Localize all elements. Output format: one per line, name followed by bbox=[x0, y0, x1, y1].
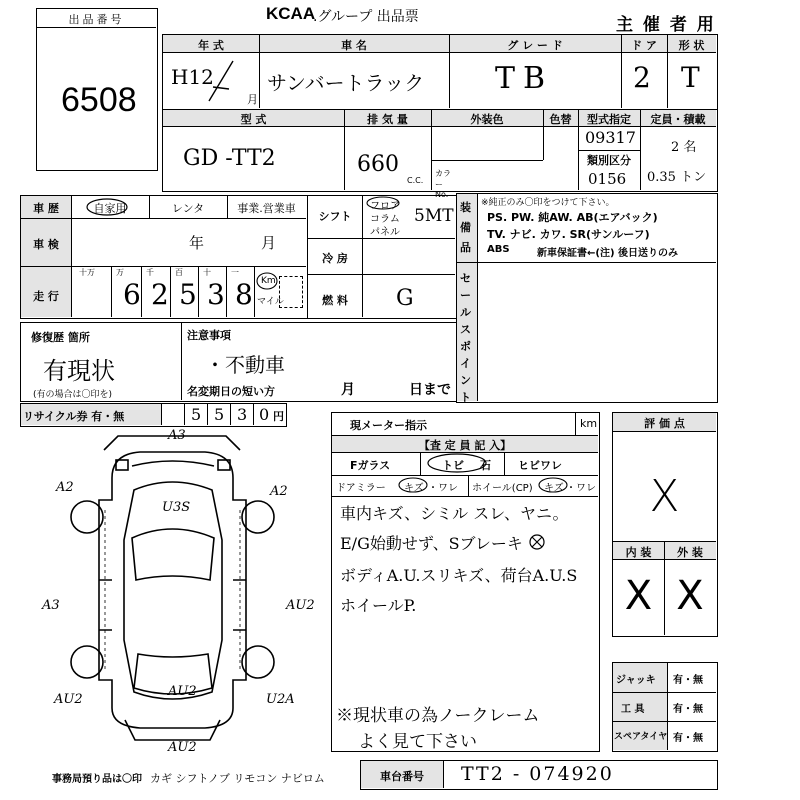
capacity-load: 0.35 トン bbox=[647, 170, 707, 185]
inspector-block bbox=[331, 412, 600, 752]
mileage-digit: 6 bbox=[123, 278, 141, 311]
year-label: 年 式 bbox=[198, 39, 224, 52]
exterior-color-label: 外装色 bbox=[470, 113, 504, 126]
history-circle-mark bbox=[85, 197, 129, 217]
chassis-label: 車台番号 bbox=[380, 770, 424, 783]
office-note: 事務局預り品は〇印 bbox=[52, 774, 142, 785]
mark-center: U3S bbox=[162, 500, 191, 515]
inspection-label: 車 検 bbox=[33, 238, 59, 251]
mark-au2-center: AU2 bbox=[168, 684, 197, 699]
name-change-day: 日まで bbox=[409, 382, 451, 398]
door-label: ド ア bbox=[631, 39, 657, 52]
inspection-month: 月 bbox=[261, 234, 277, 252]
fuel-label: 燃 料 bbox=[322, 294, 348, 307]
capacity-label: 定員・積載 bbox=[650, 113, 706, 126]
color-change-label: 色替 bbox=[549, 113, 572, 126]
model-value: GD -TT2 bbox=[183, 146, 276, 171]
mark-a2-right: A2 bbox=[270, 484, 288, 499]
vehicle-row-1 bbox=[162, 34, 718, 110]
header-title: .グループ 出品票 bbox=[313, 9, 419, 25]
kizu-2-circle-mark bbox=[538, 477, 568, 493]
car-diagram bbox=[0, 430, 300, 750]
fuel-value: G bbox=[396, 286, 414, 311]
recycle-digit: 5 bbox=[214, 405, 225, 424]
shift-floor: フロア bbox=[370, 201, 400, 212]
kizu-1-circle-mark bbox=[398, 477, 428, 493]
recycle-label: リサイクル券 有・無 bbox=[23, 410, 125, 423]
accessory-label: スペアタイヤ bbox=[614, 732, 668, 742]
exterior-value: X bbox=[676, 573, 704, 619]
mileage-mile: マイル bbox=[257, 297, 284, 307]
chassis-value: TT2 - 074920 bbox=[461, 763, 614, 785]
door-value: 2 bbox=[633, 61, 651, 94]
repair-note: (有の場合は〇印を) bbox=[33, 390, 113, 400]
grade-label: グ レ ー ド bbox=[507, 39, 563, 52]
evaluation-score: X bbox=[649, 471, 680, 522]
km-circle-mark bbox=[256, 272, 278, 290]
accessory-value: 有・無 bbox=[673, 704, 703, 715]
mark-top: A3 bbox=[168, 428, 186, 443]
mark-au2-bottom-left: AU2 bbox=[54, 692, 83, 707]
lot-number: 6508 bbox=[61, 81, 137, 119]
inspector-label: 【査 定 員 記 入】 bbox=[418, 439, 512, 452]
header-host: 主 催 者 用 bbox=[616, 15, 716, 35]
shape-value: T bbox=[681, 61, 700, 94]
interior-label: 内 装 bbox=[625, 546, 652, 559]
repair-block bbox=[20, 322, 457, 402]
shift-panel: パネル bbox=[370, 227, 400, 238]
remark-line: E/G始動せず、Sブレーキ bbox=[340, 534, 523, 553]
vehicle-row-2 bbox=[162, 109, 718, 199]
equipment-note: ※純正のみ〇印をつけて下さい。 bbox=[481, 198, 615, 208]
equipment-warranty: 新車保証書←(注) 後日送りのみ bbox=[537, 248, 679, 259]
displacement-value: 660 bbox=[357, 152, 399, 177]
inspection-year: 年 bbox=[189, 234, 205, 252]
header-brand: KCAA bbox=[266, 4, 316, 23]
capacity-persons: 2 名 bbox=[671, 140, 697, 155]
equipment-block bbox=[456, 193, 718, 403]
look-note: よく見て下さい bbox=[358, 732, 477, 752]
year-slash-mark bbox=[203, 57, 243, 107]
shift-column: コラム bbox=[370, 214, 400, 225]
displacement-label: 排 気 量 bbox=[367, 113, 408, 126]
type-designation-label: 型式指定 bbox=[587, 113, 631, 126]
remark-line: 車内キズ、シミル スレ、ヤニ。 bbox=[340, 504, 569, 523]
shift-circle-mark bbox=[366, 196, 400, 210]
aircon-label: 冷 房 bbox=[322, 252, 348, 265]
recycle-block bbox=[20, 403, 287, 427]
claim-note: ※現状車の為ノークレーム bbox=[336, 706, 540, 726]
ware-2: ・ワレ bbox=[566, 483, 596, 494]
mileage-digit: 5 bbox=[179, 278, 197, 311]
recycle-digit: 5 bbox=[191, 405, 202, 424]
remark-line: ボディA.U.スリキズ、荷台A.U.S bbox=[340, 566, 578, 585]
tobi-label: トビ bbox=[442, 459, 464, 472]
mark-au2-right: AU2 bbox=[286, 598, 315, 613]
accessory-label: 工 具 bbox=[621, 704, 645, 715]
shift-block bbox=[307, 195, 457, 319]
name-change-label: 名変期日の短い方 bbox=[187, 385, 275, 398]
ishi-label: 石 bbox=[480, 459, 491, 472]
mileage-digit: 8 bbox=[235, 278, 253, 311]
notes-label: 注意事項 bbox=[187, 329, 231, 342]
mark-au2-bottom: AU2 bbox=[168, 740, 197, 755]
name-value: サンバートラック bbox=[267, 71, 425, 95]
mileage-km: Km bbox=[261, 276, 276, 286]
history-rental: レンタ bbox=[171, 202, 205, 215]
grade-value: TB bbox=[495, 61, 554, 96]
class-label: 類別区分 bbox=[587, 154, 631, 167]
wheel-label: ホイール(CP) bbox=[472, 483, 533, 494]
tobi-circle-mark bbox=[426, 453, 488, 473]
meter-label: 現メーター指示 bbox=[350, 419, 427, 432]
repair-value: 有現状 bbox=[43, 357, 115, 385]
remark-cross-circle-mark bbox=[528, 533, 546, 551]
mileage-digit: 3 bbox=[207, 278, 225, 311]
meter-km: km bbox=[580, 417, 598, 430]
shift-label: シフト bbox=[318, 210, 352, 223]
sales-point-label: セ ー ル ス ポ イ ン ト bbox=[460, 272, 471, 404]
type-designation-value: 09317 bbox=[585, 128, 636, 147]
recycle-digit: 0 bbox=[259, 405, 270, 424]
name-change-month: 月 bbox=[341, 382, 355, 398]
mark-a2-left: A2 bbox=[56, 480, 74, 495]
hibi-label: ヒビワレ bbox=[518, 459, 562, 472]
recycle-digit: 3 bbox=[237, 405, 248, 424]
accessories-block bbox=[612, 662, 718, 752]
color-no-label: カラー No. bbox=[435, 169, 451, 199]
displacement-unit: C.C. bbox=[407, 176, 424, 185]
year-value: H12 bbox=[171, 65, 214, 89]
accessory-value: 有・無 bbox=[673, 733, 703, 744]
mileage-digits: 十万 万 千 百 十 一 6 2 5 3 8 Km マイル bbox=[71, 266, 306, 317]
kizu-1: キズ bbox=[404, 483, 424, 494]
exterior-label: 外 装 bbox=[677, 546, 703, 559]
notes-value: ・不動車 bbox=[205, 353, 285, 377]
history-private: 自家用 bbox=[93, 202, 127, 215]
kizu-2: キズ bbox=[544, 483, 564, 494]
chassis-block bbox=[360, 760, 718, 790]
mileage-label: 走 行 bbox=[33, 290, 59, 303]
remark-line: ホイールP. bbox=[340, 596, 417, 615]
ware-1: ・ワレ bbox=[428, 483, 458, 494]
shape-label: 形 状 bbox=[678, 39, 705, 52]
equipment-line-2: TV. ナビ. カワ. SR(サンルーフ) bbox=[487, 228, 650, 241]
history-label: 車 歴 bbox=[33, 202, 59, 215]
shift-value: 5MT bbox=[414, 206, 454, 226]
interior-value: X bbox=[624, 573, 653, 619]
door-mirror-label: ドアミラー bbox=[336, 483, 386, 494]
equipment-abs: ABS bbox=[487, 244, 510, 255]
model-label: 型 式 bbox=[240, 113, 267, 126]
mileage-digit: 2 bbox=[151, 278, 169, 311]
lot-box bbox=[36, 8, 158, 171]
mark-a3-left: A3 bbox=[42, 598, 60, 613]
name-label: 車 名 bbox=[341, 39, 367, 52]
evaluation-label: 評 価 点 bbox=[644, 417, 685, 430]
class-value: 0156 bbox=[588, 170, 627, 188]
history-block bbox=[20, 195, 308, 319]
lot-label: 出品番号 bbox=[68, 13, 125, 26]
accessory-value: 有・無 bbox=[673, 675, 703, 686]
evaluation-block bbox=[612, 412, 718, 637]
year-month-suffix: 月 bbox=[247, 93, 258, 106]
accessory-label: ジャッキ bbox=[616, 675, 656, 686]
mark-u2a: U2A bbox=[266, 692, 295, 707]
f-glass-label: Fガラス bbox=[350, 459, 391, 472]
history-business: 事業.営業車 bbox=[237, 202, 296, 215]
repair-label: 修復歴 箇所 bbox=[31, 331, 90, 344]
equipment-label: 装 備 品 bbox=[460, 201, 471, 254]
equipment-line-1: PS. PW. 純AW. AB(エアバック) bbox=[487, 211, 658, 224]
recycle-unit: 円 bbox=[273, 410, 284, 423]
office-items: カギ シフトノブ リモコン ナビロム bbox=[150, 772, 325, 785]
